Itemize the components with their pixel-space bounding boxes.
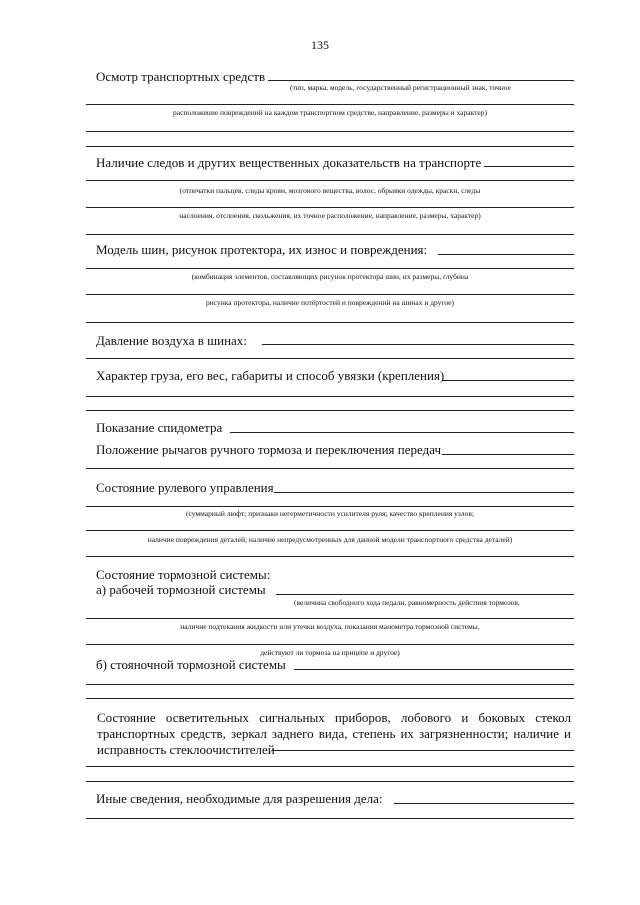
- lights-paragraph: Состояние осветительных сигнальных приборов, лобового и боковых стекол транспортных средств, зеркал заднего вида, степень их загрязненности; наличие и исправность стеклоочистителей: [97, 710, 571, 757]
- tire-pressure-line-2[interactable]: [86, 358, 574, 359]
- traces-hint-2: наслоения, отслоения, скольжения, их точное расположение, направление, размеры, характер): [179, 211, 481, 220]
- vehicle-inspection-hint-1: (тип, марка, модель, государственный регистрационный знак, точное: [290, 83, 511, 92]
- tire-pressure-line[interactable]: [262, 344, 574, 345]
- steering-line[interactable]: [274, 492, 574, 493]
- steering-hint-2: наличие повреждения деталей; наличие непредусмотренных для данной модели транспортного средства деталей): [147, 535, 513, 544]
- traces-label: Наличие следов и других вещественных доказательств на транспорте: [96, 155, 482, 170]
- traces-hint-1: (отпечатки пальцев, следы крови, мозгового вещества, волос, обрывки одежды, краски, следы: [179, 186, 481, 195]
- brakes-line-2[interactable]: [86, 618, 574, 619]
- page-number: 135: [311, 38, 329, 52]
- traces-line-2[interactable]: [86, 180, 574, 181]
- lights-line[interactable]: [272, 750, 574, 751]
- brakes-hint-2: наличие подтекания жидкости или утечки воздуха, показания манометра тормозной системы,: [180, 622, 480, 631]
- levers-label: Положение рычагов ручного тормоза и переключения передач: [96, 442, 442, 457]
- cargo-line-3[interactable]: [86, 410, 574, 411]
- speedometer-label: Показание спидометра: [96, 420, 223, 435]
- tires-line-4[interactable]: [86, 322, 574, 323]
- service-brake-line[interactable]: [276, 594, 574, 595]
- levers-line-2[interactable]: [86, 468, 574, 469]
- steering-hint-1: (суммарный люфт; признаки негерметичности усилителя руля; качество крепления узлов;: [185, 509, 475, 518]
- steering-line-2[interactable]: [86, 506, 574, 507]
- tires-line-2[interactable]: [86, 268, 574, 269]
- vehicle-inspection-line-2[interactable]: [86, 104, 574, 105]
- tires-hint-2: рисунка протектора, наличие потёртостей и повреждений на шинах и другое): [206, 298, 454, 307]
- other-info-line[interactable]: [394, 803, 574, 804]
- vehicle-inspection-hint-2: расположение повреждений на каждом транспортном средстве, направление, размеры и характер): [173, 108, 487, 117]
- vehicle-inspection-label: Осмотр транспортных средств: [96, 69, 266, 84]
- service-brake-label: а) рабочей тормозной системы: [96, 582, 266, 597]
- brakes-hint-3: действуют ли тормоза на прицепе и другое): [260, 648, 400, 657]
- tires-label: Модель шин, рисунок протектора, их износ и повреждения:: [96, 242, 428, 257]
- traces-line-3[interactable]: [86, 207, 574, 208]
- tires-hint-1: (комбинация элементов, составляющих рисунок протектора шин, их размеры, глубина: [191, 272, 469, 281]
- speedometer-line[interactable]: [230, 432, 574, 433]
- levers-line[interactable]: [442, 454, 574, 455]
- tire-pressure-label: Давление воздуха в шинах:: [96, 333, 247, 348]
- brakes-hint-1: (величина свободного хода педали, равномерность действия тормозов,: [294, 598, 520, 607]
- parking-brake-line[interactable]: [294, 669, 574, 670]
- brakes-line-3[interactable]: [86, 644, 574, 645]
- steering-line-4[interactable]: [86, 556, 574, 557]
- traces-line[interactable]: [484, 166, 574, 167]
- tires-line[interactable]: [438, 254, 574, 255]
- parking-brake-line-2[interactable]: [86, 684, 574, 685]
- lights-line-3[interactable]: [86, 781, 574, 782]
- brakes-label: Состояние тормозной системы:: [96, 567, 271, 582]
- lights-line-2[interactable]: [86, 766, 574, 767]
- vehicle-inspection-line[interactable]: [268, 80, 574, 81]
- other-info-label: Иные сведения, необходимые для разрешения дела:: [96, 791, 383, 806]
- other-info-line-2[interactable]: [86, 818, 574, 819]
- tires-line-3[interactable]: [86, 294, 574, 295]
- cargo-line[interactable]: [442, 380, 574, 381]
- steering-label: Состояние рулевого управления: [96, 480, 274, 495]
- cargo-label: Характер груза, его вес, габариты и способ увязки (крепления): [96, 368, 445, 383]
- vehicle-inspection-line-3[interactable]: [86, 131, 574, 132]
- steering-line-3[interactable]: [86, 530, 574, 531]
- traces-line-4[interactable]: [86, 234, 574, 235]
- cargo-line-2[interactable]: [86, 396, 574, 397]
- parking-brake-line-3[interactable]: [86, 698, 574, 699]
- parking-brake-label: б) стояночной тормозной системы: [96, 657, 286, 672]
- vehicle-inspection-line-4[interactable]: [86, 146, 574, 147]
